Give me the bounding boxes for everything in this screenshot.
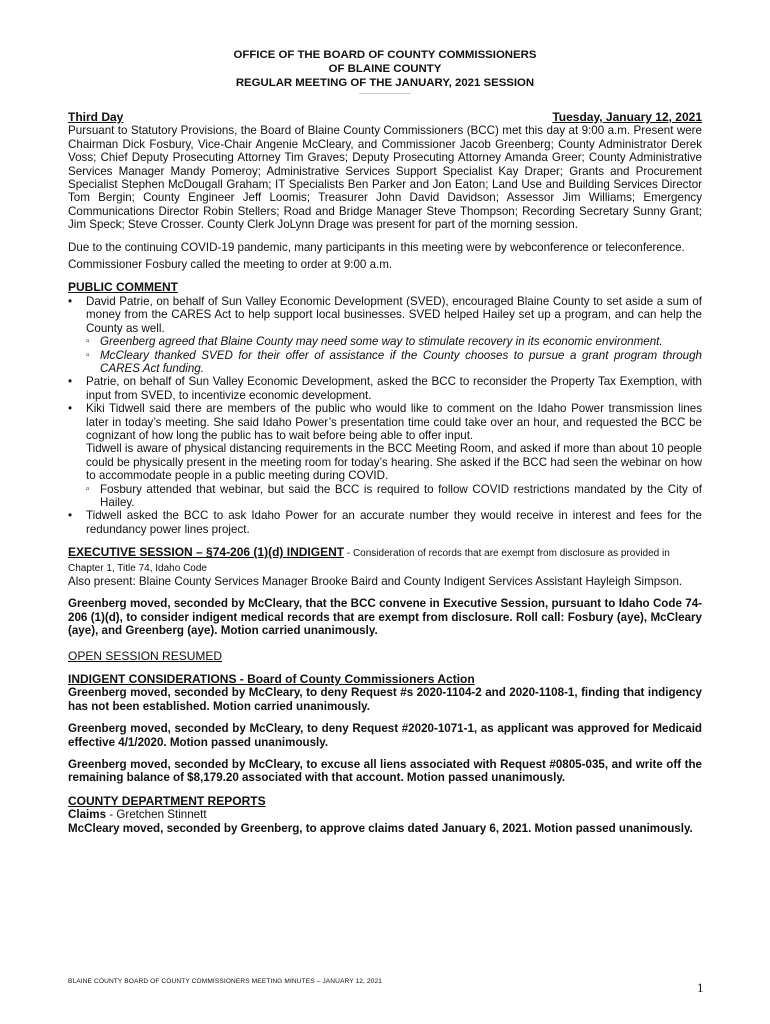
header-line-2: OF BLAINE COUNTY [328, 63, 442, 75]
indigent-motion-2: Greenberg moved, seconded by McCleary, to deny Request #2020-1071-1, as applicant was approved for Medicaid effective 4/1/2020. Motion passed unanimously. [68, 722, 702, 749]
indigent-motion-3: Greenberg moved, seconded by McCleary, to excuse all liens associated with Request #0805-035, and write off the remaining balance of $8,179.20 associated with that account. Motion passed unanimously. [68, 758, 702, 785]
meeting-date: Tuesday, January 12, 2021 [552, 110, 702, 124]
page-number: 1 [697, 980, 704, 995]
list-item [68, 402, 702, 509]
executive-session-heading: EXECUTIVE SESSION – §74-206 (1)(d) INDIGENT [68, 545, 345, 560]
minutes-page [68, 48, 702, 835]
public-comment-item-3: Kiki Tidwell said there are members of the public who would like to comment on the Idaho Power transmission lines later in today’s meeting. She said Idaho Power’s presentation time could take over an hour, and requested the BCC be cognizant of how long the public has to wait before being able to offer input. [86, 402, 702, 442]
sub-list [86, 483, 702, 510]
sub-list [86, 335, 702, 375]
claims-label: Claims [68, 808, 107, 822]
list-item: • Patrie, on behalf of Sun Valley Economic Development, asked the BCC to reconsider the Property Tax Exemption, with input from SVED, to incentivize economic development. [68, 375, 702, 402]
sub-list-item: ▫ McCleary thanked SVED for their offer of assistance if the County chooses to pursue a grant program through CARES Act funding. [86, 349, 702, 376]
day-label: Third Day [68, 110, 124, 124]
header-line-1: OFFICE OF THE BOARD OF COUNTY COMMISSIONERS [233, 49, 537, 61]
covid-paragraph: Due to the continuing COVID-19 pandemic, many participants in this meeting were by webconference or teleconference. [68, 240, 685, 254]
dept-reports-heading: COUNTY DEPARTMENT REPORTS [68, 793, 266, 808]
day-line [68, 111, 702, 124]
executive-session-title [68, 546, 702, 575]
document-header [68, 48, 702, 90]
indigent-heading: INDIGENT CONSIDERATIONS - Board of County Commissioners Action [68, 672, 475, 687]
list-item [68, 295, 702, 375]
public-comment-item-1: David Patrie, on behalf of Sun Valley Economic Development (SVED), encouraged Blaine County to set aside a sum of money from the CARES Act to help support local businesses. SVED helped Hailey set up a program, and can help the County as well. [86, 294, 702, 335]
page-footer: BLAINE COUNTY BOARD OF COUNTY COMMISSIONERS MEETING MINUTES – JANUARY 12, 2021 [68, 978, 382, 985]
call-to-order-paragraph: Commissioner Fosbury called the meeting to order at 9:00 a.m. [68, 258, 393, 272]
header-line-3: REGULAR MEETING OF THE JANUARY, 2021 SESSION [235, 77, 535, 89]
indigent-motion-1: Greenberg moved, seconded by McCleary, to deny Request #s 2020-1104-2 and 2020-1108-1, finding that indigency has not been established. Motion carried unanimously. [68, 686, 702, 713]
open-session-heading: OPEN SESSION RESUMED [68, 648, 223, 663]
also-present-paragraph: Also present: Blaine County Services Manager Brooke Baird and County Indigent Services Assistant Hayleigh Simpson. [68, 575, 683, 588]
list-item: • Tidwell asked the BCC to ask Idaho Power for an accurate number they would receive in interest and fees for the redundancy power lines project. [68, 509, 702, 536]
claims-line [68, 808, 702, 821]
sub-list-item: ▫ Greenberg agreed that Blaine County may need some way to stimulate recovery in its economic environment. [86, 335, 702, 348]
executive-session-motion: Greenberg moved, seconded by McCleary, that the BCC convene in Executive Session, pursuant to Idaho Code 74-206 (1)(d), to consider indigent medical records that are exempt from disclosure. Roll call: Fosbury (aye), McCleary (aye), and Greenberg (aye). Motion carried unanimously. [68, 597, 702, 638]
sub-list-item: ▫ Fosbury attended that webinar, but said the BCC is required to follow COVID restrictions mandated by the City of Hailey. [86, 483, 702, 510]
claims-person: - Gretchen Stinnett [106, 808, 207, 822]
claims-motion: McCleary moved, seconded by Greenberg, to approve claims dated January 6, 2021. Motion passed unanimously. [68, 821, 693, 835]
public-comment-heading: PUBLIC COMMENT [68, 280, 178, 295]
attendance-paragraph: Pursuant to Statutory Provisions, the Board of Blaine County Commissioners (BCC) met this day at 9:00 a.m. Present were Chairman Dick Fosbury, Vice-Chair Angenie McCleary, and Commissioner Jacob Greenberg; County Administrator Derek Voss; Chief Deputy Prosecuting Attorney Tim Graves; Deputy Prosecuting Attorney Amanda Greer; County Administrative Services Manager Mandy Pomeroy; Administrative Services Support Specialist Kay Draper; Grants and Procurement Specialist Stephen McDougall Graham; IT Specialists Ben Parker and Jon Eaton; Land Use and Building Services Director Tom Bergin; County Engineer Jeff Loomis; Treasurer John David Davidson; Assessor Jim Williams; Emergency Communications Director Robin Stellers; Road and Bridge Manager Steve Thompson; Recording Secretary Sunny Grant; Jim Speck; Steve Crosser. County Clerk JoLynn Drage was present for part of the morning session. [68, 124, 702, 232]
executive-session-note: - Consideration of records that are exempt from disclosure as provided in Chapter 1, Title 74, Idaho Code [68, 548, 670, 574]
public-comment-list [68, 295, 702, 536]
public-comment-item-3-cont: Tidwell is aware of physical distancing requirements in the BCC Meeting Room, and asked if more than about 10 people could be physically present in the meeting room for today’s hearing. She asked if the BCC had seen the webinar on how to accommodate people in a public meeting during COVID. [86, 442, 702, 483]
header-divider [359, 93, 411, 94]
